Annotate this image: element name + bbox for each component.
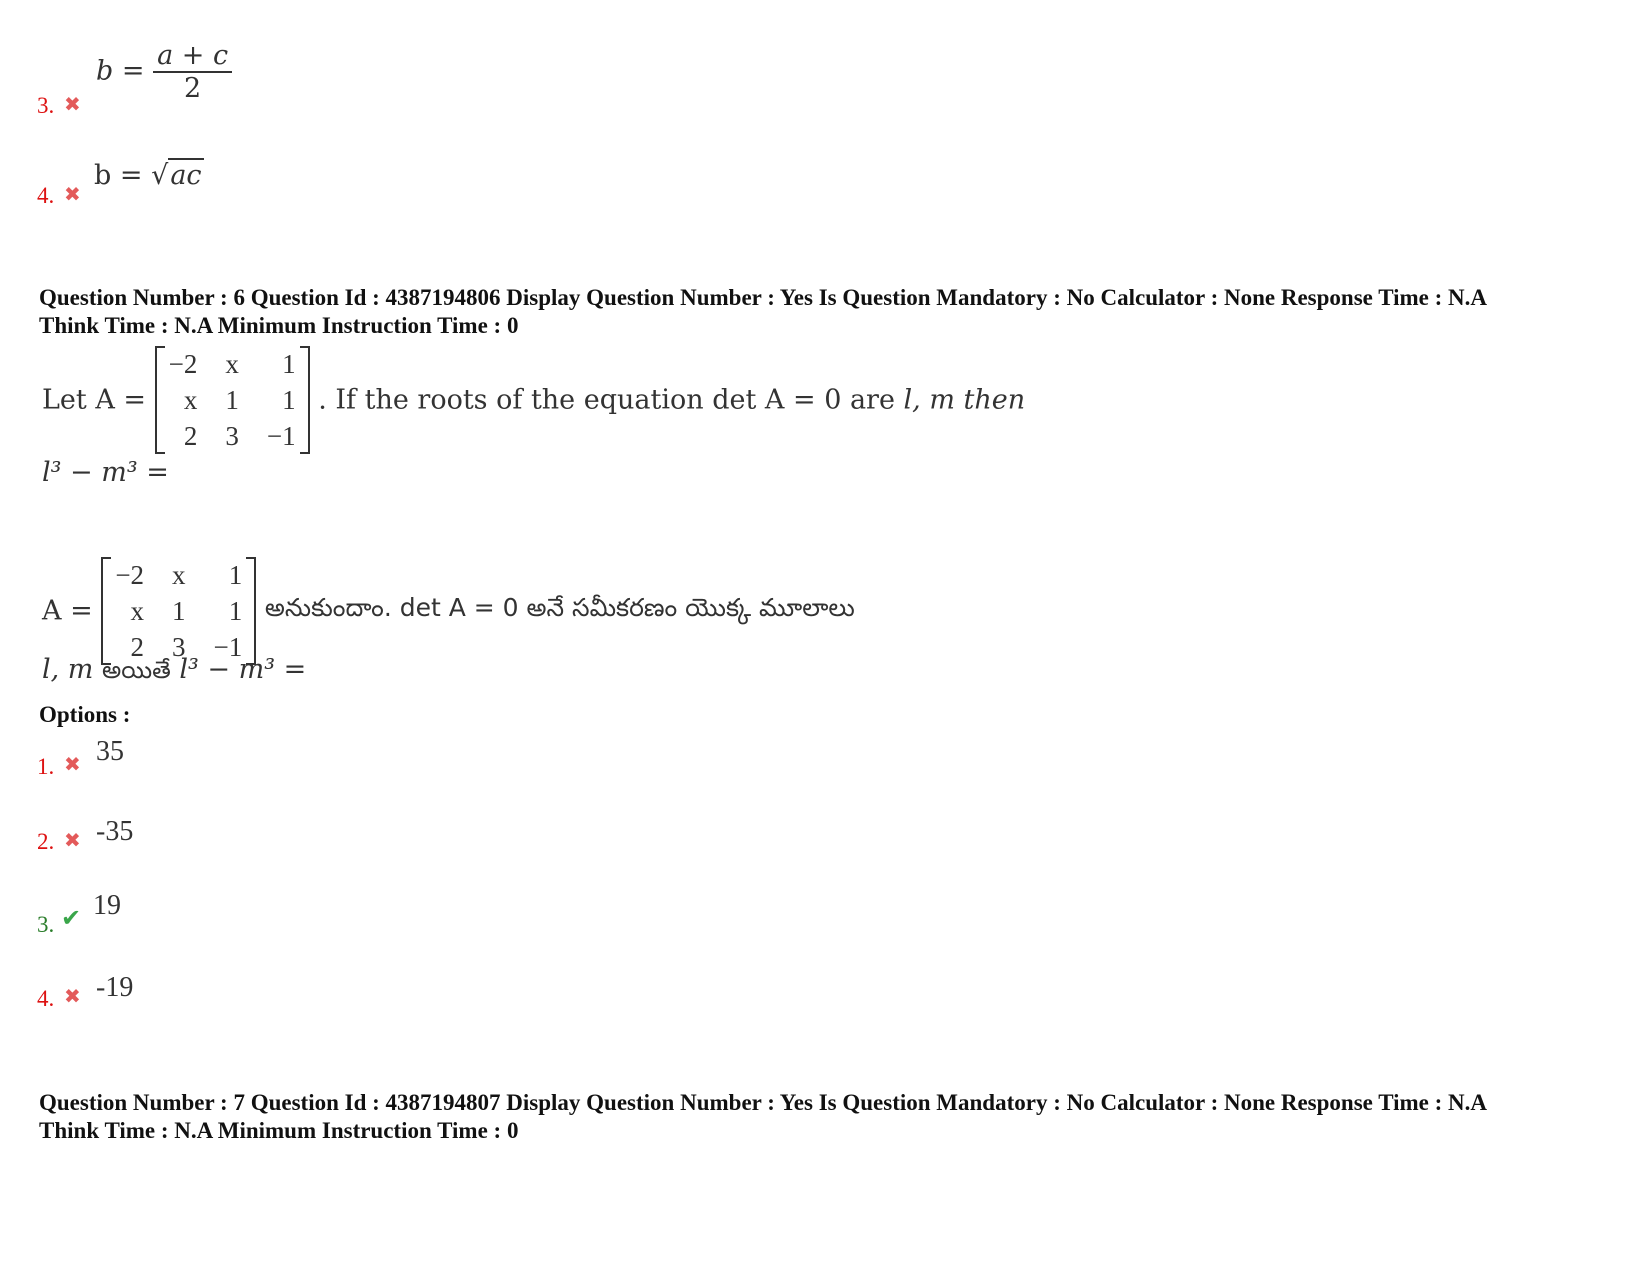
options-label: Options : xyxy=(39,702,131,727)
matrix-cell: 3 xyxy=(172,631,186,662)
cross-icon: ✖ xyxy=(64,984,81,1008)
matrix-cell: 1 xyxy=(282,348,296,379)
cross-icon: ✖ xyxy=(64,752,81,776)
option-text: -35 xyxy=(96,816,134,847)
cross-icon: ✖ xyxy=(64,92,81,116)
option-number: 4. xyxy=(37,986,55,1011)
meta-line-1: Question Number : 7 Question Id : 4387194807 Display Question Number : Yes Is Question Mandatory : No Calculator : None Response Time : N.A xyxy=(39,1090,1488,1115)
radical-sign: √ xyxy=(151,160,169,191)
telugu-word: అయితే xyxy=(102,656,171,684)
roots-text: l, m then xyxy=(903,384,1026,416)
matrix-cell: −1 xyxy=(213,631,243,662)
matrix-row xyxy=(155,382,310,418)
option-text: -19 xyxy=(96,972,134,1003)
matrix-cell: 3 xyxy=(225,420,239,451)
matrix-cell: 1 xyxy=(282,384,296,415)
cross-icon: ✖ xyxy=(64,828,81,852)
telugu-prefix: A = xyxy=(42,595,93,627)
matrix-cell: x xyxy=(130,595,145,626)
statement-suffix: . If the roots of the equation det A = 0 are xyxy=(318,384,895,416)
formula-sqrt xyxy=(94,160,204,191)
matrix-cell: 1 xyxy=(172,595,186,626)
matrix-row xyxy=(155,346,310,382)
question-6-telugu xyxy=(42,557,855,665)
option-number: 3. xyxy=(37,93,55,118)
bracket-right xyxy=(246,557,256,665)
question-6-meta xyxy=(39,284,1619,340)
meta-line-2: Think Time : N.A Minimum Instruction Time : 0 xyxy=(39,1118,519,1143)
telugu-line-2 xyxy=(42,654,306,690)
radicand: ac xyxy=(170,160,202,191)
matrix-a-telugu xyxy=(101,557,256,665)
let-a-prefix: Let A = xyxy=(42,384,147,416)
cross-icon: ✖ xyxy=(64,182,81,206)
question-7-meta xyxy=(39,1089,1619,1145)
denominator: 2 xyxy=(184,73,202,104)
matrix-cell: x xyxy=(183,384,198,415)
formula-fraction xyxy=(96,40,232,104)
matrix-cell: 2 xyxy=(130,631,145,662)
matrix-cell: −1 xyxy=(266,420,296,451)
formula-lhs: b = xyxy=(96,55,145,87)
bracket-left xyxy=(101,557,111,665)
matrix-cell: 1 xyxy=(228,595,243,626)
matrix-cell: 1 xyxy=(225,384,239,415)
matrix-a xyxy=(155,346,310,454)
option-text: 35 xyxy=(96,736,124,767)
option-text: 19 xyxy=(93,890,121,921)
question-6-english xyxy=(42,346,1025,454)
bracket-left xyxy=(155,346,165,454)
matrix-cell: x xyxy=(172,559,186,590)
matrix-row xyxy=(101,593,256,629)
bracket-right xyxy=(300,346,310,454)
matrix-cell: x xyxy=(225,348,239,379)
formula-lhs: b = xyxy=(94,160,143,191)
meta-line-2: Think Time : N.A Minimum Instruction Time : 0 xyxy=(39,313,519,338)
matrix-cell: −2 xyxy=(168,348,198,379)
telugu-expression: l³ − m³ = xyxy=(179,654,307,685)
option-number: 1. xyxy=(37,754,55,779)
matrix-cell: 2 xyxy=(183,420,198,451)
check-icon: ✔ xyxy=(61,904,82,932)
meta-line-1: Question Number : 6 Question Id : 4387194806 Display Question Number : Yes Is Question Mandatory : No Calculator : None Response Time : N.A xyxy=(39,285,1488,310)
matrix-cell: −2 xyxy=(115,559,145,590)
option-number: 3. xyxy=(37,912,55,937)
numerator: a + c xyxy=(153,40,232,73)
option-number: 2. xyxy=(37,829,55,854)
matrix-cell: 1 xyxy=(228,559,243,590)
matrix-row xyxy=(155,418,310,454)
option-number: 4. xyxy=(37,183,55,208)
matrix-row xyxy=(101,557,256,593)
telugu-suffix: అనుకుందాం. det A = 0 అనే సమీకరణం యొక్క మూలాలు xyxy=(264,593,855,622)
telugu-roots: l, m xyxy=(42,654,94,685)
expression-english: l³ − m³ = xyxy=(42,457,169,488)
fraction xyxy=(153,40,232,104)
